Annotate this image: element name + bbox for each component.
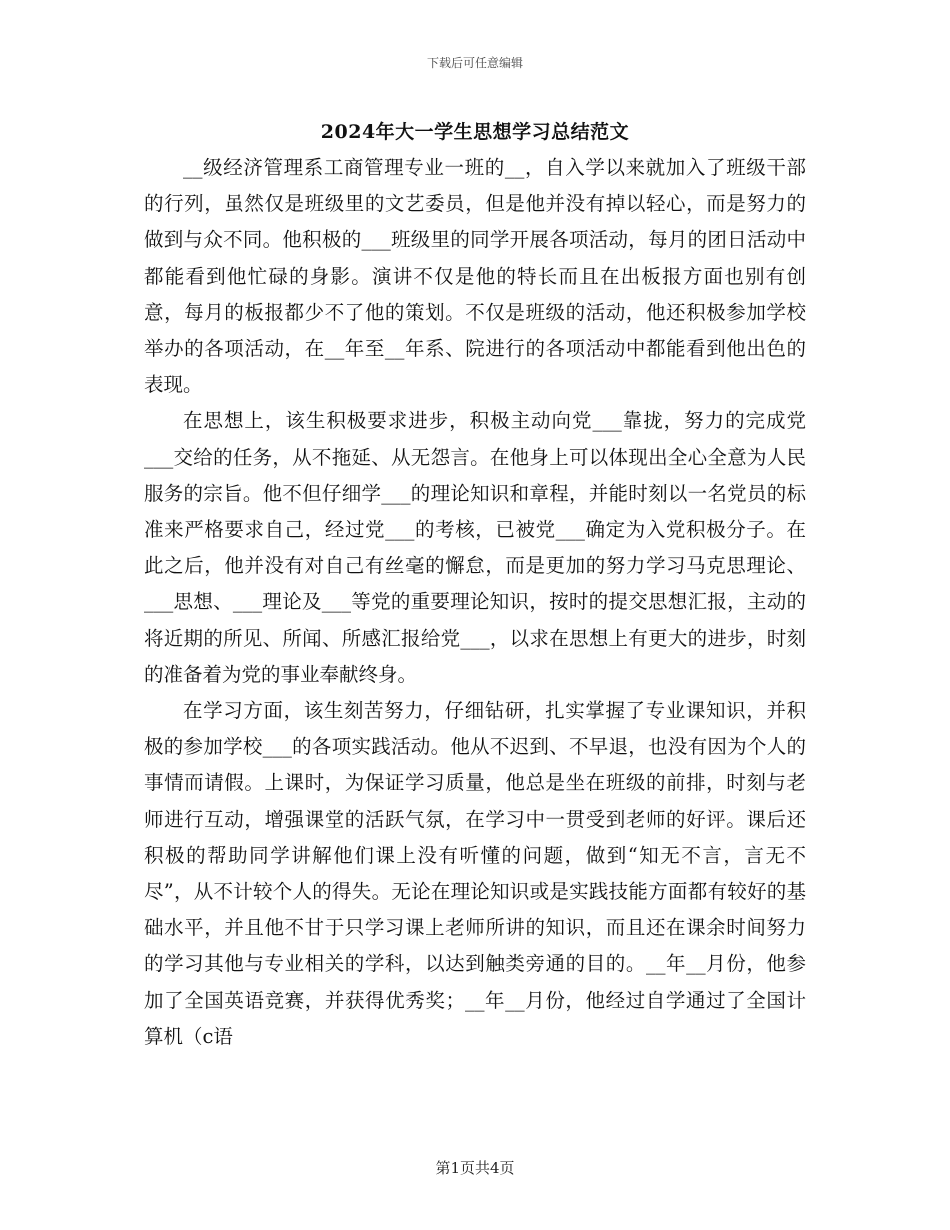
header-note: 下载后可任意编辑 [426,56,523,70]
paragraph-class-activities: __级经济管理系工商管理专业一班的__，自入学以来就加入了班级干部的行列，虽然仅是班级里的文艺委员，但是他并没有掉以轻心，而是努力的做到与众不同。他积极的___班级里的同学开展各项活动，每月的团日活动中都能看到他忙碌的身影。演讲不仅是他的特长而且在出板报方面也别有创意，每月的板报都少不了他的策划。不仅是班级的活动，他还积极参加学校举办的各项活动，在__年至__年系、院进行的各项活动中都能看到他出色的表现。 [144,156,806,397]
document-body [144,150,806,1055]
paragraph-ideology: 在思想上，该生积极要求进步，积极主动向党___靠拢，努力的完成党___交给的任务，从不拖延、从无怨言。在他身上可以体现出全心全意为人民服务的宗旨。他不但仔细学___的理论知识和章程，并能时刻以一名党员的标准来严格要求自己，经过党___的考核，已被党___确定为入党积极分子。在此之后，他并没有对自己有丝毫的懈怠，而是更加的努力学习马克思理论、___思想、___理论及___等党的重要理论知识，按时的提交思想汇报，主动的将近期的所见、所闻、所感汇报给党___，以求在思想上有更大的进步，时刻的准备着为党的事业奉献终身。 [144,409,806,686]
page-number: 第1页共4页 [435,1159,515,1177]
document-title: 2024年大一学生思想学习总结范文 [320,121,630,143]
paragraph-study: 在学习方面，该生刻苦努力，仔细钻研，扎实掌握了专业课知识，并积极的参加学校___的各项实践活动。他从不迟到、不早退，也没有因为个人的事情而请假。上课时，为保证学习质量，他总是坐在班级的前排，时刻与老师进行互动，增强课堂的活跃气氛，在学习中一贯受到老师的好评。课后还积极的帮助同学讲解他们课上没有听懂的问题，做到“知无不言，言无不尽”，从不计较个人的得失。无论在理论知识或是实践技能方面都有较好的基础水平，并且他不甘于只学习课上老师所讲的知识，而且还在课余时间努力的学习其他与专业相关的学科，以达到触类旁通的目的。__年__月份，他参加了全国英语竞赛，并获得优秀奖；__年__月份，他经过自学通过了全国计算机（c语 [144,699,806,1048]
